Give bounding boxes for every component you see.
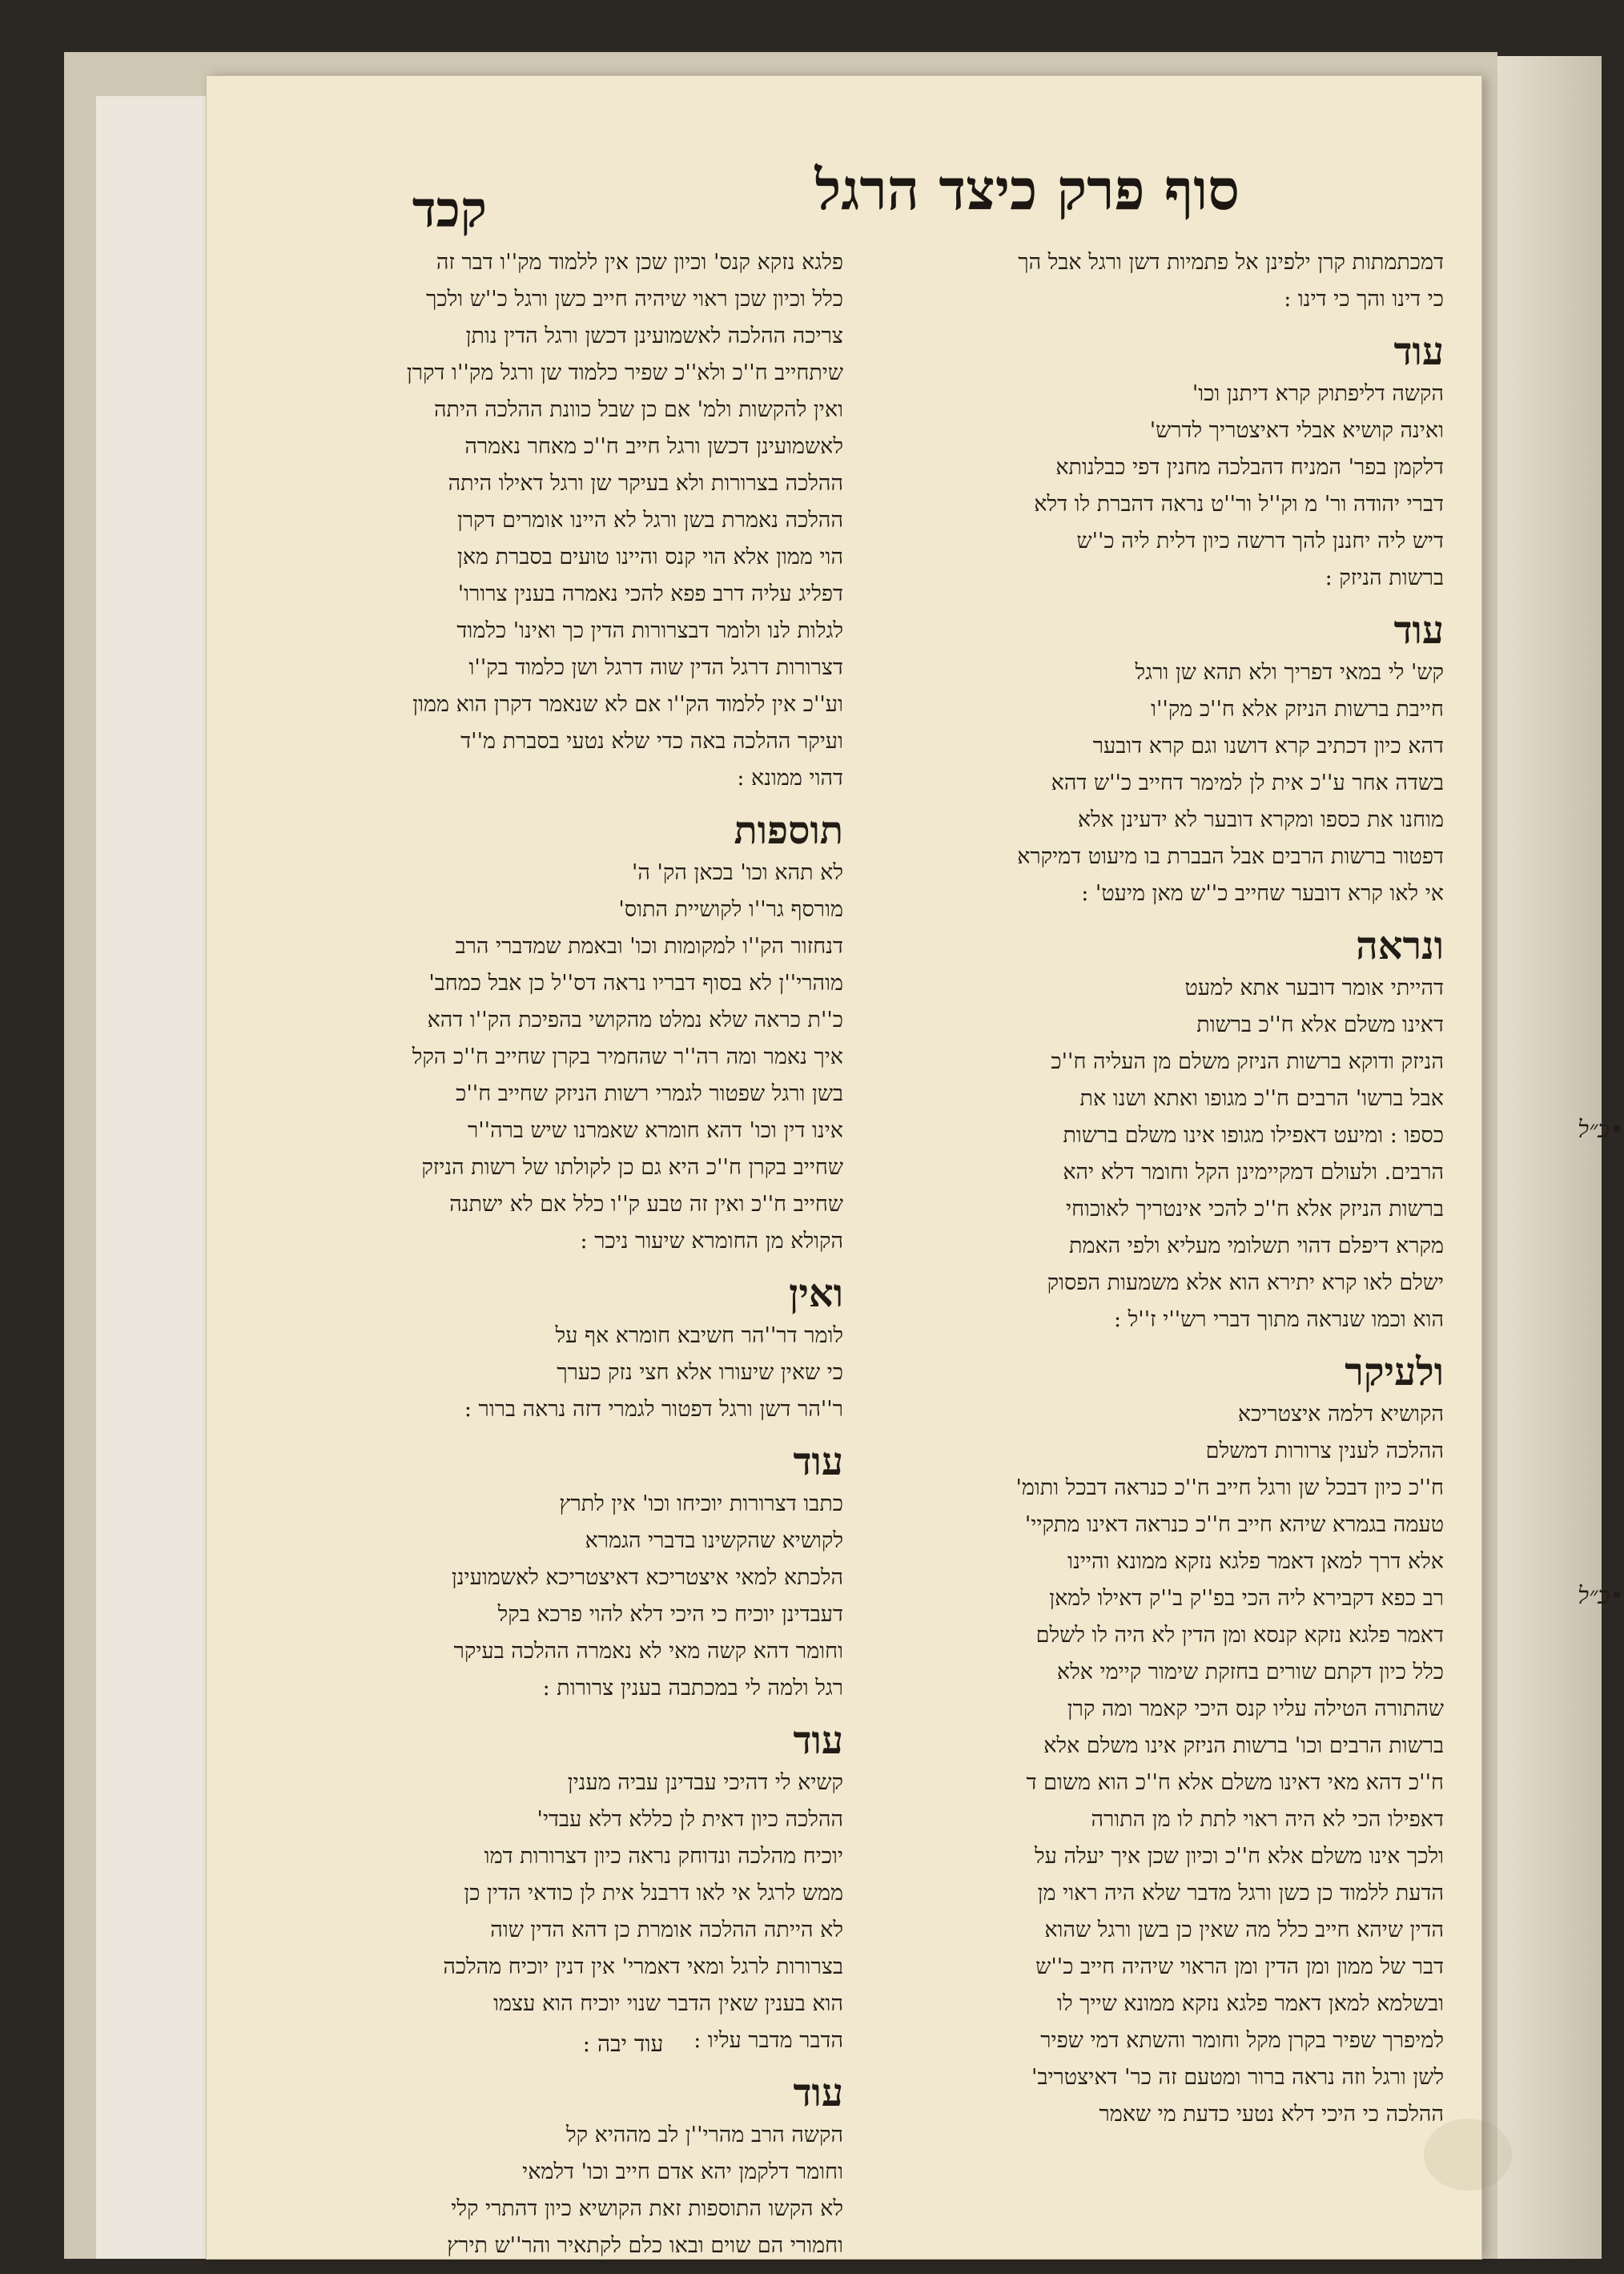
text-block — [323, 2069, 843, 2264]
text-block — [859, 1348, 1444, 2133]
text-line: כי שאין שיעורו אלא חצי נזק כערך — [557, 1360, 843, 1385]
text-line: לא הקשו התוספות זאת הקושיא כיון דהתרי קלי — [451, 2196, 843, 2221]
text-block — [323, 1438, 843, 1707]
text-line: אי לאו קרא דובער שחייב כ''ש מאן מיעט' : — [1081, 881, 1444, 906]
right-text-column — [859, 244, 1444, 2143]
text-line: מוחנו את כספו ומקרא דובער לא ידעינן אלא — [1077, 807, 1444, 832]
text-line: כ''ת כראה שלא נמלט מהקושי בהפיכת הק''ו דהא — [427, 1008, 843, 1032]
text-line: ובשלמא למאן דאמר פלגא נזקא ממונא שייך לו — [1057, 1991, 1444, 2016]
text-line: דפליג עליה דרב פפא להכי נאמרה בענין צרורו' — [457, 582, 843, 606]
text-line: טעמה בגמרא שיהא חייב ח''כ כנראה דאינו מתקיי' — [1024, 1512, 1444, 1537]
text-block — [323, 244, 843, 797]
text-line: ברשות הרבים וכו' ברשות הניזק אינו משלם אלא — [1043, 1733, 1444, 1758]
text-block — [323, 807, 843, 1260]
text-line: דהייתי אומר דובער אתא למעט — [1184, 976, 1444, 1000]
text-line: כלל כיון דקתם שורים בחזקת שימור קיימי אלא — [1056, 1660, 1444, 1684]
text-line: ואין להקשות ולמ' אם כן שבל כוונת ההלכה היתה — [434, 397, 843, 422]
text-line: ההלכה בצרורות ולא בעיקר שן ורגל דאילו היתה — [448, 471, 843, 496]
text-line: דאפילו הכי לא היה ראוי לתת לו מן התורה — [1091, 1807, 1444, 1832]
text-line: דצרורות דרגל הדין שוה דרגל ושן כלמוד בק''ו — [468, 655, 843, 680]
section-heading: עוד — [793, 2071, 843, 2115]
text-line: דמכתמתות קרן ילפינן אל פתמיות דשן ורגל אבל הך — [1018, 250, 1444, 275]
section-heading: ואין — [789, 1271, 843, 1316]
text-line: דבר של ממון ומן הדין ומן הראוי שיהיה חייב כ''ש — [1035, 1954, 1444, 1979]
text-line: לשן ורגל וזה נראה ברור ומטעם זה כר' דאיצטריב' — [1031, 2065, 1444, 2090]
running-title: סוף פרק כיצד הרגל — [814, 156, 1240, 223]
text-line: ההלכה נאמרת בשן ורגל לא היינו אומרים דקרן — [456, 508, 843, 533]
text-line: ההלכה לענין צרורות דמשלם — [1205, 1439, 1444, 1463]
section-heading: ולעיקר — [1345, 1350, 1444, 1395]
section-heading: עוד — [1393, 608, 1444, 653]
text-line: ברשות הניזק : — [1325, 565, 1444, 590]
text-line: פלגא נזקא קנס' וכיון שכן אין ללמוד מק''ו דבר זה — [436, 250, 843, 275]
text-line: הרבים. ולעולם דמקיימינן הקל וחומר דלא יהא — [1063, 1160, 1444, 1185]
text-line: קש' לי במאי דפריך ולא תהא שן ורגל — [1135, 660, 1444, 685]
text-line: צריכה ההלכה לאשמועינן דכשן ורגל הדין נותן — [465, 324, 843, 348]
text-line: וחומר דהא קשה מאי לא נאמרה ההלכה בעיקר — [453, 1639, 843, 1664]
text-line: בשדה אחר ע''כ אית לן למימר דחייב כ''ש דהא — [1051, 771, 1444, 795]
section-heading: תוספות — [734, 808, 843, 853]
text-line: ואינה קושיא אבלי דאיצטריך לדרש' — [1149, 418, 1444, 443]
text-line: מקרא דיפלם דהוי תשלומי מעליא ולפי האמת — [1069, 1234, 1444, 1258]
text-line: ח''כ כיון דבכל שן ורגל חייב ח''כ כנראה דבכל ותומ' — [1015, 1475, 1444, 1500]
section-heading: ונראה — [1356, 924, 1444, 968]
text-line: כתבו דצרורות יוכיחו וכו' אין לתרץ — [559, 1491, 843, 1516]
adjacent-page-edge — [1480, 56, 1602, 2259]
text-line: הקושיא דלמה איצטריכא — [1237, 1402, 1444, 1427]
text-line: לגלות לנו ולומר דבצרורות הדין כך ואינו' כלמוד — [456, 618, 843, 643]
text-line: הלכתא למאי איצטריכא דאיצטריכא לאשמועינן — [451, 1565, 843, 1590]
text-line: אינו דין וכו' דהא חומרא שאמרנו שיש ברה''ר — [467, 1118, 843, 1143]
text-line: דנחזור הק''ו למקומות וכו' ובאמת שמדברי הרב — [455, 934, 843, 959]
text-line: למיפרך שפיר בקרן מקל וחומר והשתא דמי שפיר — [1040, 2028, 1444, 2053]
section-heading: עוד — [793, 1439, 843, 1484]
text-line: אבל ברשו' הרבים ח''כ מגופו ואתא ושנו את — [1079, 1086, 1444, 1111]
text-line: שיתחייב ח''כ ולא''כ שפיר כלמוד שן ורגל מק''ו דקרן — [406, 360, 843, 385]
text-line: רגל ולמה לי במכתבה בענין צרורות : — [542, 1676, 843, 1700]
text-line: וחמורי הם שוים ובאו כלם לקתאיר והר''ש תירץ — [447, 2233, 843, 2258]
text-line: ברשות הניזק אלא ח''כ להכי אינטריך לאוכוחי — [1066, 1197, 1444, 1222]
text-line: שהתורה הטילה עליו קנס היכי קאמר ומה קרן — [1067, 1696, 1444, 1721]
text-line: דעבדינן יוכיח כי היכי דלא להוי פרכא בקל — [497, 1602, 843, 1627]
margin-note: •כ״ל — [1578, 1582, 1624, 1610]
margin-note: •כ״ל — [1578, 1116, 1624, 1144]
text-line: מורסף גר''ו לקושיית התוס' — [618, 897, 843, 922]
text-line: מוהרי''ן לא בסוף דבריו נראה דס''ל כן אבל כמחב' — [428, 971, 843, 996]
text-line: לקושיא שהקשינו בדברי הגמרא — [585, 1528, 843, 1553]
text-line: שחייב ח''כ ואין זה טבע ק''ו כלל אם לא ישתנה — [449, 1192, 843, 1217]
text-line: אלא דרך למאן דאמר פלגא נזקא ממונא והיינו — [1067, 1549, 1444, 1574]
catchword: עוד יבה : — [582, 2031, 664, 2057]
text-line: דהוי ממונא : — [737, 766, 843, 791]
text-line: הדבר מדבר עליו : — [693, 2028, 843, 2053]
text-line: דהא כיון דכתיב קרא דושנו וגם קרא דובער — [1092, 734, 1444, 759]
text-block — [859, 244, 1444, 318]
text-line: הדעת ללמוד כן כשן ורגל מדבר שלא היה ראוי מן — [1037, 1881, 1444, 1906]
text-line: קשיא לי דהיכי עבדינן עביה מענין — [567, 1770, 843, 1795]
text-line: ישלם לאו קרא יתירא הוא אלא משמעות הפסוק — [1047, 1270, 1444, 1295]
text-line: דיש ליה יחננן להך דרשה כיון דלית ליה כ''ש — [1076, 529, 1444, 553]
text-line: בשן ורגל שפטור לגמרי רשות הניזק שחייב ח''כ — [456, 1081, 843, 1106]
text-block — [323, 1270, 843, 1428]
text-line: ולכך אינו משלם אלא ח''כ וכיון שכן איך יעלה על — [1034, 1844, 1444, 1869]
text-line: דברי יהודה ור' מ וק''ל ור''ט נראה דהברת לו דלא — [1034, 492, 1444, 517]
text-line: כלל וכיון שכן ראוי שיהיה חייב כשן ורגל כ''ש ולכך — [426, 287, 843, 312]
text-line: ההלכה כי היכי דלא נטעי כדעת מי שאמר — [1099, 2102, 1444, 2127]
text-line: רב כפא דקבירא ליה הכי בפ''ק ב''ק דאילו למאן — [1049, 1586, 1444, 1611]
text-line: שחייב בקרן ח''כ היא גם כן לקולתו של רשות הניזק — [421, 1155, 843, 1180]
section-heading: עוד — [793, 1718, 843, 1763]
text-line: ר''הר דשן ורגל דפטור לגמרי דזה נראה ברור : — [464, 1397, 843, 1422]
left-text-column — [323, 244, 843, 2274]
text-line: איך נאמר ומה רה''ר שהחמיר בקרן שחייב ח''כ הקל — [412, 1044, 843, 1069]
text-block — [859, 922, 1444, 1338]
text-line: הקולא מן החומרא שיעור ניכר : — [580, 1229, 843, 1254]
text-line: הוי ממון אלא הוי קנס והיינו טועים בסברת מאן — [456, 545, 843, 570]
text-line: ח''כ דהא מאי דאינו משלם אלא ח''כ הוא משום ד — [1026, 1770, 1444, 1795]
text-line: בצרורות לרגל ומאי דאמרי' אין דנין יוכיח מהלכה — [443, 1954, 843, 1979]
paper-stain — [1424, 2119, 1512, 2191]
text-line: כי דינו והך כי דינו : — [1284, 287, 1444, 312]
text-block — [859, 328, 1444, 597]
text-block — [323, 1717, 843, 2059]
text-line: דפטור ברשות הרבים אבל הבברת בו מיעוט דמיקרא — [1017, 844, 1444, 869]
text-line: לא הייתה ההלכה אומרת כן דהא הדין שוה — [490, 1918, 843, 1942]
text-line: חייבת ברשות הניזק אלא ח''כ מק''ו — [1151, 697, 1444, 722]
text-line: ועיקר ההלכה באה כדי שלא נטעי בסברת מ''ד — [460, 729, 843, 754]
text-line: הוא בענין שאין הדבר שנוי יוכיח הוא עצמו — [493, 1991, 843, 2016]
text-line: ממש לרגל אי לאו דרבנל אית לן כודאי הדין כן — [464, 1881, 843, 1906]
text-line: יוכיח מהלכה ונדוחק נראה כיון דצרורות דמו — [484, 1844, 843, 1869]
text-line: וע''כ אין ללמוד הק''ו אם לא שנאמר דקרן הוא ממון — [412, 692, 843, 717]
manuscript-page — [207, 76, 1624, 2259]
text-line: הניזק ודוקא ברשות הניזק משלם מן העליה ח''כ — [1051, 1049, 1444, 1074]
text-line: דאינו משלם אלא ח''כ ברשות — [1196, 1012, 1444, 1037]
text-line: הקשה הרב מהרי''ן לב מההיא קל — [565, 2123, 843, 2147]
text-line: הקשה דליפתוק קרא דיתנן וכו' — [1192, 381, 1444, 406]
folio-number: קכד — [412, 180, 487, 239]
text-line: דלקמן בפר' המניח דהבלכה מחנין דפי כבלנותא — [1055, 455, 1444, 480]
text-block — [859, 606, 1444, 912]
text-line: דאמר פלגא נזקא קנסא ומן הדין לא היה לו לשלם — [1035, 1623, 1444, 1648]
text-line: לא תהא וכו' בכאן הק' ה' — [631, 860, 843, 885]
text-line: לאשמועינן דכשן ורגל חייב ח''כ מאחר נאמרה — [464, 434, 843, 459]
text-line: ההלכה כיון דאית לן כללא דלא עבדי' — [537, 1807, 843, 1832]
text-line: וחומר דלקמן יהא אדם חייב וכו' דלמאי — [522, 2159, 843, 2184]
text-line: הוא וכמו שנראה מתוך דברי רש''י ז''ל : — [1113, 1307, 1444, 1332]
text-line: הדין שיהא חייב כלל מה שאין כן בשן ורגל שהוא — [1044, 1918, 1444, 1942]
text-line: לומר דר''הר חשיבא חומרא אף על — [555, 1323, 843, 1348]
section-heading: עוד — [1393, 329, 1444, 374]
text-line: כספו : ומיעט דאפילו מגופו אינו משלם ברשות — [1063, 1123, 1444, 1148]
